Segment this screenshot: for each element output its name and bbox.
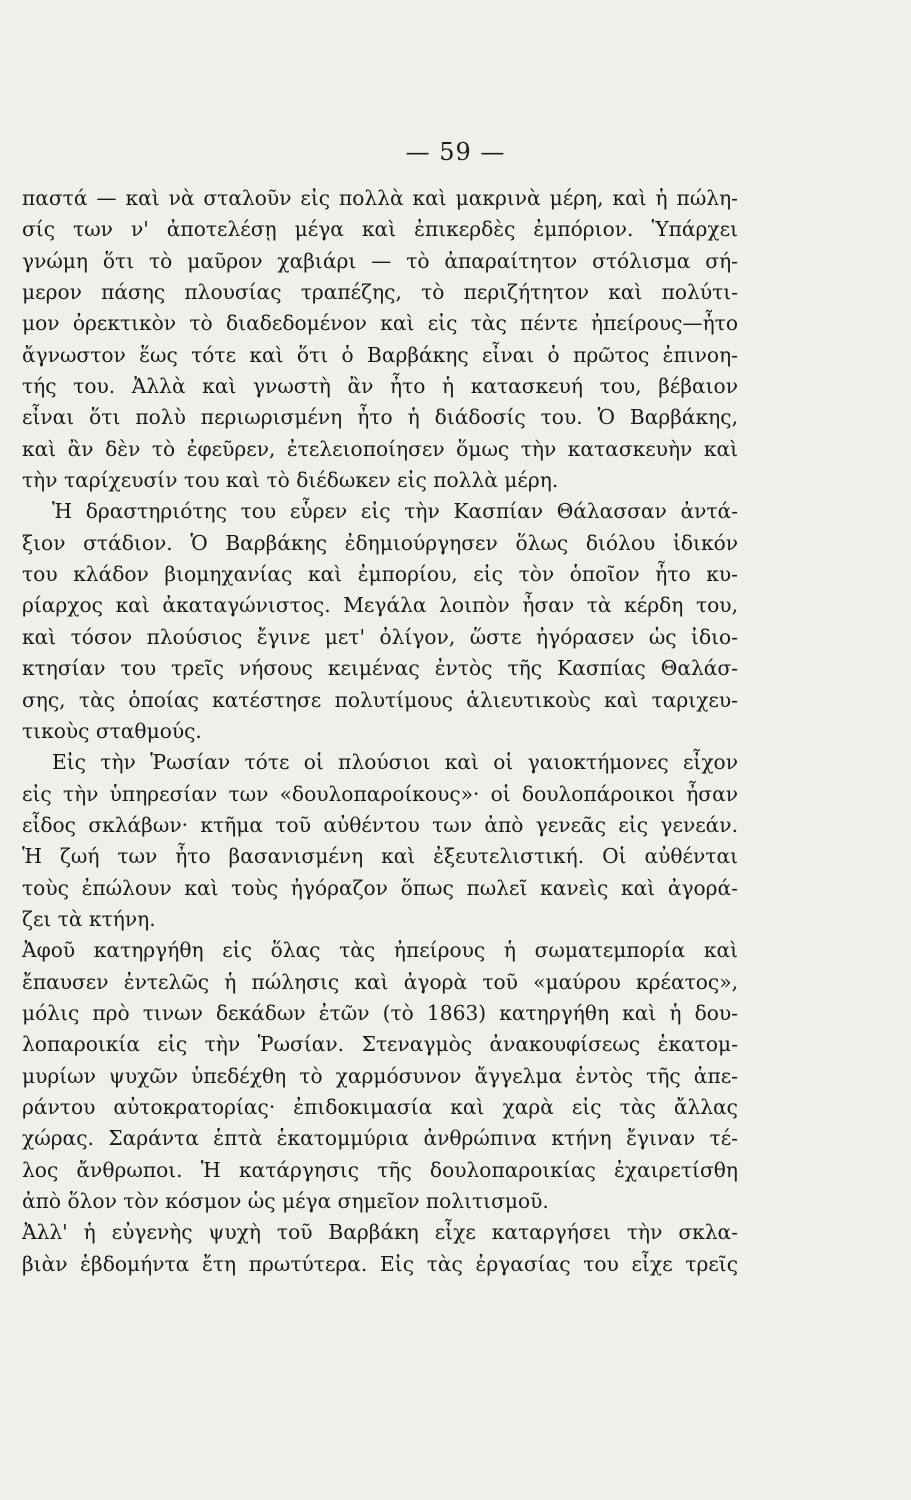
text-line: ξιον στάδιον. Ὁ Βαρβάκης ἐδημιούργησεν ὅλως διόλου ἰδικόν xyxy=(22,530,738,555)
page-number: — 59 — xyxy=(405,138,506,166)
text-line: Ἡ ζωή των ἦτο βασανισμένη καὶ ἐξευτελιστική. Οἱ αὐθένται xyxy=(22,844,738,869)
text-line: εἰς τὴν ὑπηρεσίαν των «δουλοπαροίκους»· οἱ δουλοπάροικοι ἦσαν xyxy=(22,781,738,806)
text-line: μυρίων ψυχῶν ὑπεδέχθη τὸ χαρμόσυνον ἄγγελμα ἐντὸς τῆς ἀπε- xyxy=(22,1063,738,1088)
text-line: Εἰς τὴν Ῥωσίαν τότε οἱ πλούσιοι καὶ οἱ γαιοκτήμονες εἶχον xyxy=(52,750,738,775)
text-line: κτησίαν του τρεῖς νήσους κειμένας ἐντὸς τῆς Κασπίας Θαλάσ- xyxy=(22,656,738,681)
text-line: τὴν ταρίχευσίν του καὶ τὸ διέδωκεν εἰς πολλὰ μέρη. xyxy=(22,468,559,493)
text-line: βιὰν ἑβδομήντα ἔτη πρωτύτερα. Εἰς τὰς ἐργασίας του εἶχε τρεῖς xyxy=(22,1251,738,1276)
text-line: σης, τὰς ὁποίας κατέστησε πολυτίμους ἁλιευτικοὺς καὶ ταριχευ- xyxy=(22,687,738,712)
text-line: σίς των ν' ἀποτελέσῃ μέγα καὶ ἐπικερδὲς ἐμπόριον. Ὑπάρχει xyxy=(22,217,738,242)
text-line: λοπαροικία εἰς τὴν Ῥωσίαν. Στεναγμὸς ἀνακουφίσεως ἑκατομ- xyxy=(22,1032,738,1057)
text-line: τής του. Ἀλλὰ καὶ γνωστὴ ἂν ἦτο ἡ κατασκευή του, βέβαιον xyxy=(22,374,738,399)
text-line: ἀπὸ ὅλον τὸν κόσμον ὡς μέγα σημεῖον πολιτισμοῦ. xyxy=(22,1189,549,1213)
text-line: Ἀφοῦ κατηργήθη εἰς ὅλας τὰς ἠπείρους ἡ σωματεμπορία καὶ xyxy=(22,938,738,963)
text-line: εἶδος σκλάβων· κτῆμα τοῦ αὐθέντου των ἀπὸ γενεᾶς εἰς γενεάν. xyxy=(22,812,738,837)
text-line: μον ὀρεκτικὸν τὸ διαδεδομένον καὶ εἰς τὰς πέντε ἠπείρους—ἦτο xyxy=(22,311,738,336)
text-line: λος ἄνθρωποι. Ἡ κατάργησις τῆς δουλοπαροικίας ἐχαιρετίσθη xyxy=(22,1157,738,1182)
text-line: καὶ ἂν δὲν τὸ ἐφεῦρεν, ἐτελειοποίησεν ὅμως τὴν κατασκευὴν καὶ xyxy=(22,436,738,461)
text-line: ράντου αὐτοκρατορίας· ἐπιδοκιμασία καὶ χαρὰ εἰς τὰς ἄλλας xyxy=(22,1094,738,1119)
text-line: τικοὺς σταθμούς. xyxy=(22,718,202,743)
text-line: ἄγνωστον ἕως τότε καὶ ὅτι ὁ Βαρβάκης εἶναι ὁ πρῶτος ἐπινοη- xyxy=(22,342,738,367)
text-line: εἶναι ὅτι πολὺ περιωρισμένη ἦτο ἡ διάδοσίς του. Ὁ Βαρβάκης, xyxy=(22,405,738,430)
text-line: ἔπαυσεν ἐντελῶς ἡ πώλησις καὶ ἀγορὰ τοῦ «μαύρου κρέατος», xyxy=(22,969,738,994)
text-line: μόλις πρὸ τινων δεκάδων ἐτῶν (τὸ 1863) κατηργήθη καὶ ἡ δου- xyxy=(22,1000,738,1025)
text-line: του κλάδον βιομηχανίας καὶ ἐμπορίου, εἰς τὸν ὁποῖον ἦτο κυ- xyxy=(22,562,738,587)
text-line: χώρας. Σαράντα ἑπτὰ ἑκατομμύρια ἀνθρώπινα κτήνη ἔγιναν τέ- xyxy=(22,1126,738,1151)
text-line: καὶ τόσον πλούσιος ἔγινε μετ' ὀλίγον, ὥστε ἠγόρασεν ὡς ἰδιο- xyxy=(22,624,738,649)
text-line: παστά — καὶ νὰ σταλοῦν εἰς πολλὰ καὶ μακρινὰ μέρη, καὶ ἡ πώλη- xyxy=(22,186,738,210)
text-line: ρίαρχος καὶ ἀκαταγώνιστος. Μεγάλα λοιπὸν ἦσαν τὰ κέρδη του, xyxy=(22,593,738,618)
text-line: μερον πάσης πλουσίας τραπέζης, τὸ περιζήτητον καὶ πολύτι- xyxy=(22,280,738,305)
text-line: ζει τὰ κτήνη. xyxy=(22,906,156,931)
text-line: Ἀλλ' ἡ εὐγενὴς ψυχὴ τοῦ Βαρβάκη εἶχε καταργήσει τὴν σκλα- xyxy=(22,1220,738,1245)
text-line: Ἡ δραστηριότης του εὗρεν εἰς τὴν Κασπίαν Θάλασσαν ἀντά- xyxy=(52,499,738,524)
text-line: γνώμη ὅτι τὸ μαῦρον χαβιάρι — τὸ ἀπαραίτητον στόλισμα σή- xyxy=(22,248,738,273)
body-text xyxy=(22,183,738,1280)
text-line: τοὺς ἐπώλουν καὶ τοὺς ἠγόραζον ὅπως πωλεῖ κανεὶς καὶ ἀγορά- xyxy=(22,875,738,900)
